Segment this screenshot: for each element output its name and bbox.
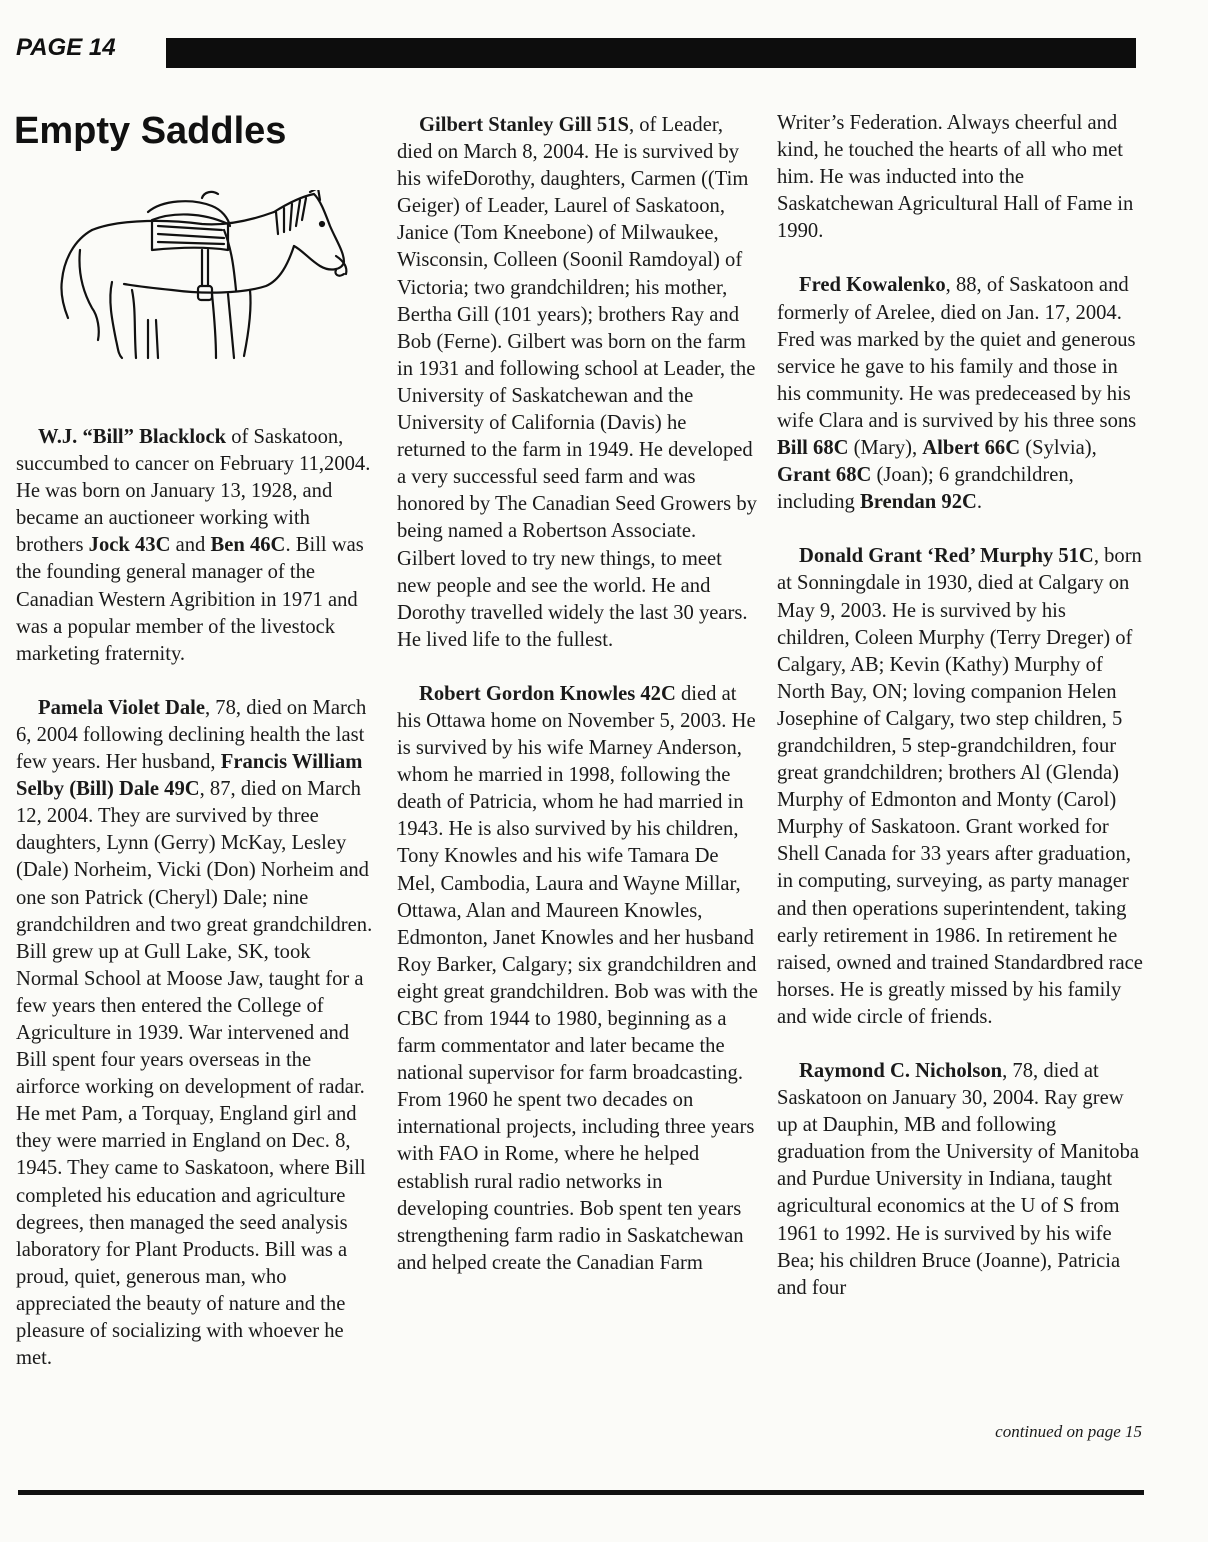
- section-title: Empty Saddles: [14, 110, 287, 152]
- saddled-horse-illustration: [52, 190, 352, 365]
- obituary-knowles: Robert Gordon Knowles 42C died at his Ottawa home on November 5, 2003. He is survived by his wife Marney Anderson, whom he married in 1998, following the death of Patricia, whom he had married in 1943. He is also survived by his children, Tony Knowles and his wife Tamara De Mel, Cambodia, Laura and Wayne Millar, Ottawa, Alan and Maureen Knowles, Edmonton, Janet Knowles and her husband Roy Barker, Calgary; six grandchildren and eight great grandchildren. Bob was with the CBC from 1944 to 1980, beginning as a farm commentator and later became the national supervisor for farm broadcasting. From 1960 he spent two decades on international projects, including three years with FAO in Rome, where he helped establish rural radio networks in developing countries. Bob spent ten years strengthening farm radio in Saskatchewan and helped create the Canadian Farm: [397, 682, 758, 1274]
- obituary-blacklock: W.J. “Bill” Blacklock of Saskatoon, succumbed to cancer on February 11,2004. He was born on January 13, 1928, and became an auctioneer working with brothers Jock 43C and Ben 46C. Bill was the founding general manager of the Canadian Western Agribition in 1971 and was a popular member of the livestock marketing fraternity.: [16, 426, 371, 665]
- column-2: [397, 112, 759, 1304]
- obituary-murphy: Donald Grant ‘Red’ Murphy 51C, born at Sonningdale in 1930, died at Calgary on May 9, 2003. He is survived by his children, Coleen Murphy (Terry Dreger) of Calgary, AB; Kevin (Kathy) Murphy of North Bay, ON; loving companion Helen Josephine of Calgary, two step children, 5 grandchildren, 5 step-grandchildren, four great grandchildren; brothers Al (Glenda) Murphy of Edmonton and Monty (Carol) Murphy of Saskatoon. Grant worked for Shell Canada for 33 years after graduation, in computing, surveying, as party manager and then operations superintendent, taking early retirement in 1986. In retirement he raised, owned and trained Standardbred race horses. He is greatly missed by his family and wide circle of friends.: [777, 545, 1143, 1028]
- obituary-knowles-continued: Writer’s Federation. Always cheerful and kind, he touched the hearts of all who met him. He was inducted into the Saskatchewan Agricultural Hall of Fame in 1990.: [777, 112, 1134, 243]
- bottom-rule: [18, 1490, 1144, 1495]
- obituary-dale: Pamela Violet Dale, 78, died on March 6, 2004 following declining health the last few years. Her husband, Francis William Selby (Bill) Dale 49C, 87, died on March 12, 2004. They are survived by three daughters, Lynn (Gerry) McKay, Lesley (Dale) Norheim, Vicki (Don) Norheim and one son Patrick (Cheryl) Dale; nine grandchildren and two great grandchildren. Bill grew up at Gull Lake, SK, took Normal School at Moose Jaw, taught for a few years then entered the College of Agriculture in 1939. War intervened and Bill spent four years overseas in the airforce working on development of radar. He met Pam, a Torquay, England girl and they were married in England on Dec. 8, 1945. They came to Saskatoon, where Bill completed his education and agriculture degrees, then managed the seed analysis laboratory for Plant Products. Bill was a proud, quiet, generous man, who appreciated the beauty of nature and the pleasure of socializing with whoever he met.: [16, 696, 373, 1370]
- column-1: [16, 424, 376, 1399]
- page-number: PAGE 14: [16, 34, 116, 61]
- column-3: [777, 110, 1143, 1329]
- obituary-gill: Gilbert Stanley Gill 51S, of Leader, died on March 8, 2004. He is survived by his wifeDorothy, daughters, Carmen ((Tim Geiger) of Leader, Laurel of Saskatoon, Janice (Tom Kneebone) of Milwaukee, Wisconsin, Colleen (Soonil Ramdoyal) of Victoria; two grandchildren; his mother, Bertha Gill (101 years); brothers Ray and Bob (Ferne). Gilbert was born on the farm in 1931 and following school at Leader, the University of Saskatchewan and the University of California (Davis) he returned to the farm in 1949. He developed a very successful seed farm and was honored by The Canadian Seed Growers by being named a Robertson Associate. Gilbert loved to try new things, to meet new people and see the world. He and Dorothy travelled widely the last 30 years. He lived life to the fullest.: [397, 114, 757, 651]
- obituary-kowalenko: Fred Kowalenko, 88, of Saskatoon and formerly of Arelee, died on Jan. 17, 2004. Fred was marked by the quiet and generous service he gave to his family and those in his community. He was predeceased by his wife Clara and is survived by his three sons Bill 68C (Mary), Albert 66C (Sylvia), Grant 68C (Joan); 6 grandchildren, including Brendan 92C.: [777, 274, 1137, 514]
- header-bar: [166, 38, 1136, 68]
- continued-notice: continued on page 15: [995, 1422, 1142, 1441]
- obituary-nicholson: Raymond C. Nicholson, 78, died at Saskatoon on January 30, 2004. Ray grew up at Dauphin, MB and following graduation from the University of Manitoba and Purdue University in Indiana, taught agricultural economics at the U of S from 1961 to 1992. He is survived by his wife Bea; his children Bruce (Joanne), Patricia and four: [777, 1060, 1140, 1299]
